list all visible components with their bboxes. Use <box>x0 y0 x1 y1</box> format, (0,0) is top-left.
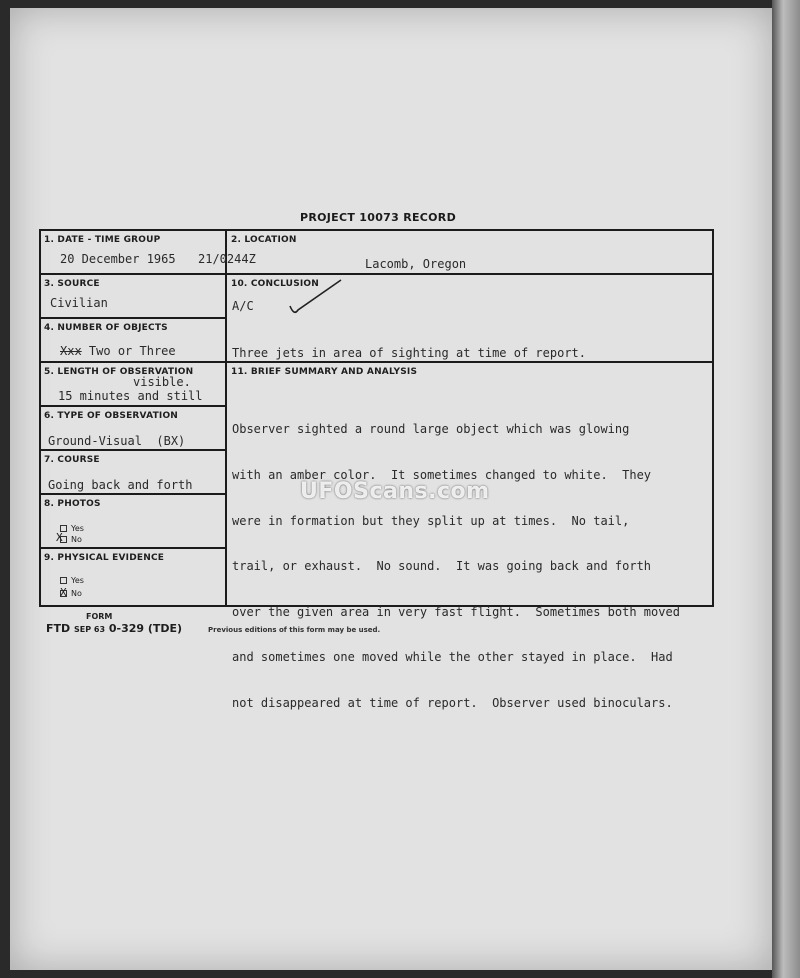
source-label: 3. SOURCE <box>44 279 100 289</box>
photos-yes-label: Yes <box>71 524 84 533</box>
rule-left-7 <box>39 547 227 549</box>
rule-left-2 <box>39 317 227 319</box>
physical-evidence-label: 9. PHYSICAL EVIDENCE <box>44 553 165 563</box>
summary-line: with an amber color. It sometimes changed to white. They <box>232 468 652 483</box>
rule-left-5 <box>39 449 227 451</box>
photos-label: 8. PHOTOS <box>44 499 101 509</box>
course-label: 7. COURSE <box>44 455 100 465</box>
footer-form-word: FORM <box>86 612 113 621</box>
length-value-line2: 15 minutes and still <box>58 389 203 403</box>
rule-left-1 <box>39 273 712 275</box>
form-title: PROJECT 10073 RECORD <box>300 211 457 224</box>
checkmark-icon <box>286 276 346 318</box>
photos-no-option <box>60 535 82 544</box>
course-value: Going back and forth <box>48 478 193 492</box>
conclusion-value: A/C <box>232 299 254 313</box>
date-value: 20 December 1965 <box>60 252 176 266</box>
summary-line: and sometimes one moved while the other stayed in place. Had <box>232 650 673 665</box>
length-value-line1: visible. <box>133 375 191 389</box>
type-of-observation-value: Ground-Visual (BX) <box>48 434 186 448</box>
rule-left-3 <box>39 361 712 363</box>
photos-no-label: No <box>71 535 82 544</box>
conclusion-label: 10. CONCLUSION <box>231 279 320 289</box>
location-label: 2. LOCATION <box>231 235 297 245</box>
summary-line: trail, or exhaust. No sound. It was going back and forth <box>232 559 652 574</box>
location-time-divider <box>225 229 227 273</box>
summary-line: over the given area in very fast flight. Sometimes both moved <box>232 604 680 619</box>
struck-text: Xxx <box>60 344 82 358</box>
scan-edge <box>772 0 800 978</box>
brief-summary-text <box>232 392 712 726</box>
date-time-group-label: 1. DATE - TIME GROUP <box>44 235 161 245</box>
footer-note: Previous editions of this form may be used. <box>208 626 381 634</box>
footer-form-number: 0-329 (TDE) <box>108 622 183 635</box>
source-value: Civilian <box>50 296 108 310</box>
evidence-no-mark: X <box>60 586 67 599</box>
rule-left-4 <box>39 405 227 407</box>
summary-line: Observer sighted a round large object which was glowing <box>232 422 630 437</box>
location-value: Lacomb, Oregon <box>365 257 467 271</box>
evidence-no-label: No <box>71 589 82 598</box>
footer-ftd: FTD <box>46 622 71 635</box>
summary-line: not disappeared at time of report. Observer used binoculars. <box>232 696 673 711</box>
evidence-yes-checkbox <box>60 577 67 584</box>
footer-form-id <box>46 622 182 635</box>
ufoscans-watermark: UFOScans.com <box>300 479 490 504</box>
number-of-objects-value <box>60 344 176 358</box>
brief-summary-label: 11. BRIEF SUMMARY AND ANALYSIS <box>231 367 418 377</box>
footer-date-code: SEP 63 <box>74 625 106 634</box>
length-of-observation-label: 5. LENGTH OF OBSERVATION <box>44 367 194 377</box>
photos-no-mark: X <box>56 531 63 544</box>
conclusion-note: Three jets in area of sighting at time of report. <box>232 346 587 360</box>
number-of-objects-label: 4. NUMBER OF OBJECTS <box>44 323 168 333</box>
evidence-yes-option <box>60 576 84 585</box>
objects-count: Two or Three <box>88 344 176 358</box>
photos-yes-option <box>60 524 84 533</box>
type-of-observation-label: 6. TYPE OF OBSERVATION <box>44 411 179 421</box>
rule-left-6 <box>39 493 227 495</box>
evidence-yes-label: Yes <box>71 576 84 585</box>
summary-line: were in formation but they split up at times. No tail, <box>232 513 630 528</box>
time-value: 21/0244Z <box>198 252 256 266</box>
